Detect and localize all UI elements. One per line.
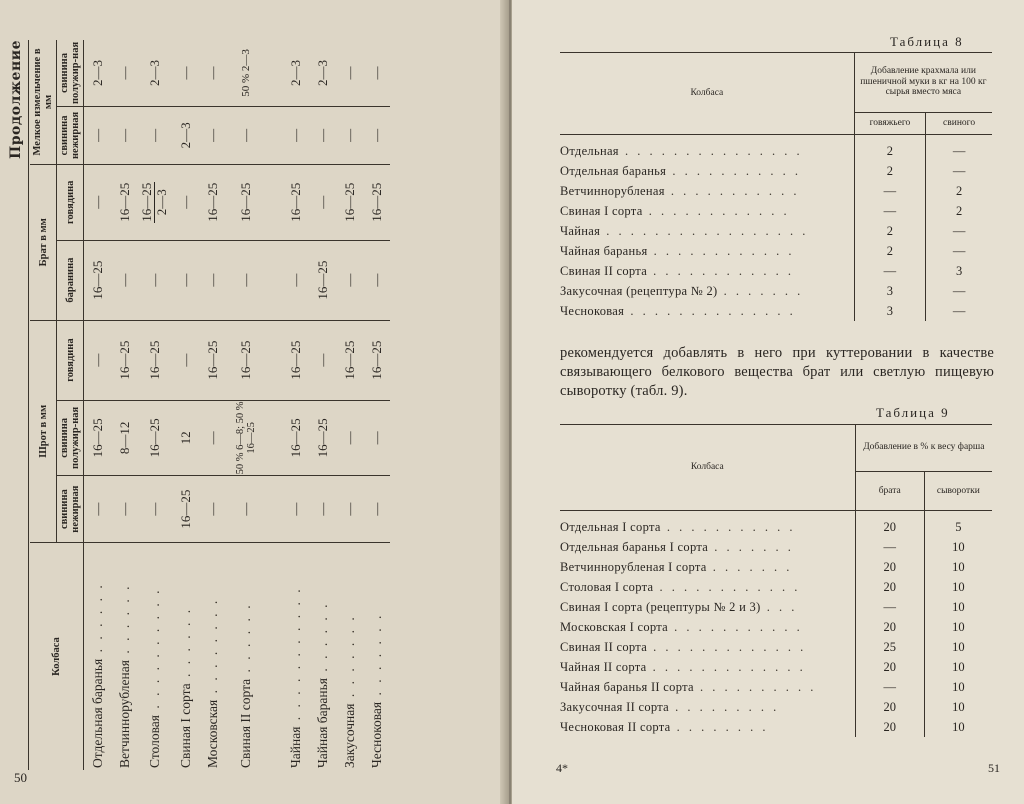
left-page [0,0,508,804]
table-row: Отдельная баранья . . . . . . . . . . . 2 — [560,161,992,181]
right-page [512,0,1024,804]
row-name: Ветчиннорубленая [116,660,132,768]
page-number-right: 51 [988,761,1000,775]
cell: 20 [855,657,924,677]
table9 [560,424,992,737]
cell: 16—25 [84,240,112,320]
cell: — [336,400,363,476]
table-row: Московская I сорта . . . . . . . . . . . 20 10 [560,617,992,637]
cell: — [363,106,390,164]
table-row: Чайная баранья II сорта . . . . . . . . . . — 10 [560,677,992,697]
row-name: Отдельная баранья [560,163,667,178]
cell: 2 [926,201,992,221]
cell: — [336,106,363,164]
cell: 25 [855,637,924,657]
cell: — [854,181,925,201]
table8-header-group: Добавление крахмала или пшеничной муки в кг на 100 кг сырья вместо мяса [854,52,992,113]
cell: — [226,240,266,320]
header-beef: говядина [57,320,84,400]
cell: — [138,106,172,164]
header-beef-brat: говядина [57,164,84,240]
table-row: Столовая . . . . . . . . . . — 16—25 16—25 — 16—25 2—3 — 2—3 [138,40,172,770]
table-row: Чайная баранья . . . . . . — 16—25 — 16—25 — — 2—3 [309,40,336,770]
cell: 10 [924,597,992,617]
cell: — [855,597,924,617]
cell: — [84,320,112,400]
cell: 16—25 [111,164,138,240]
row-name: Свиная I сорта [560,203,643,218]
cell: — [199,400,226,476]
page-number-left: 50 [14,770,27,785]
row-name: Отдельная баранья I сорта [560,539,709,554]
cell: — [363,400,390,476]
table-row: Чайная баранья . . . . . . . . . . . . 2 — [560,241,992,261]
table-row: Закусочная (рецептура № 2) . . . . . . . 3 — [560,281,992,301]
cell: — [363,240,390,320]
cell: — [309,476,336,543]
cell: 16—25 [309,240,336,320]
header-fine: Мелкое измельчение в мм [30,40,57,164]
cell: 16—25 [84,400,112,476]
row-name: Закусочная (рецептура № 2) [560,283,718,298]
cell: 10 [924,617,992,637]
cell: 5 [924,511,992,538]
cell: 10 [924,577,992,597]
row-name: Отдельная [560,143,619,158]
cell: — [84,106,112,164]
cell: — [926,161,992,181]
cell: — [309,106,336,164]
row-name: Ветчиннорубленая [560,183,665,198]
cell: — [111,476,138,543]
cell: 50 % 2—3 [226,40,266,106]
cell: — [111,40,138,106]
table9-header-name: Колбаса [560,424,855,511]
cell: — [226,476,266,543]
header-pork-semi: свинина полужир-ная [57,400,84,476]
cell: 16—25 [226,164,266,240]
table-row: Чайная II сорта . . . . . . . . . . . . . 20 10 [560,657,992,677]
cell: 16—25 [363,164,390,240]
cell: — [336,476,363,543]
row-name: Свиная I сорта (рецептуры № 2 и 3) [560,599,761,614]
row-name: Отдельная I сорта [560,519,661,534]
cell: 10 [924,657,992,677]
table-row: Закусочная II сорта . . . . . . . . . 20 10 [560,697,992,717]
table8-header-a: говяжьего [854,113,925,135]
cell: 2 [854,161,925,181]
fraction-denominator: 2—3 [153,189,169,216]
table-row: Отдельная . . . . . . . . . . . . . . . 2 — [560,135,992,162]
table-row: Столовая I сорта . . . . . . . . . . . . 20 10 [560,577,992,597]
cell: — [926,241,992,261]
cell: 2—3 [138,40,172,106]
cell: 10 [924,697,992,717]
cell: — [282,476,309,543]
table-row: Свиная I сорта (рецептуры № 2 и 3) . . . — 10 [560,597,992,617]
row-name: Ветчиннорубленая I сорта [560,559,707,574]
cell: — [926,281,992,301]
table9-header-a: брата [855,471,924,510]
table8-caption: Таблица 8 [890,34,964,49]
cell: 2 [854,241,925,261]
cell: — [199,240,226,320]
table-row: Отдельная баранья I сорта . . . . . . . — 10 [560,537,992,557]
row-name: Чайная баранья II сорта [560,679,694,694]
table-row: Чайная . . . . . . . . . . . . . . . . . 2 — [560,221,992,241]
table-row: Свиная II сорта . . . . . . . . . . . . . 25 10 [560,637,992,657]
table-row: Отдельная I сорта . . . . . . . . . . . 20 5 [560,511,992,538]
cell: 16—25 [309,400,336,476]
cell: 2—3 [172,106,199,164]
header-mutton: баранина [57,240,84,320]
cell: 20 [855,697,924,717]
row-name: Чесноковая [368,701,384,768]
table-row: Чесноковая . . . . . . . — — 16—25 — 16—25 — — [363,40,390,770]
cell: — [363,476,390,543]
cell: — [926,135,992,162]
header-pork-fat-fine: свинина нежирная [57,106,84,164]
cell: 3 [854,281,925,301]
row-name: Свиная II сорта [560,639,648,654]
row-name: Отдельная баранья [89,658,105,768]
cell: — [172,320,199,400]
cell: — [199,476,226,543]
cell: 16—25 [336,320,363,400]
cell: — [926,221,992,241]
cell: — [84,164,112,240]
cell: 20 [855,577,924,597]
row-name: Закусочная [341,703,357,768]
row-name: Чайная [287,726,303,768]
fraction-cell [138,164,172,240]
cell: 10 [924,557,992,577]
cell: 16—25 [111,320,138,400]
table-row: Отдельная баранья . . . . . . — 16—25 — 16—25 — — 2—3 [84,40,112,770]
header-sausage: Колбаса [30,543,84,770]
row-name: Чесноковая II сорта [560,719,671,734]
cell: — [282,106,309,164]
cell: — [138,476,172,543]
cell: 16—25 [138,400,172,476]
cell: — [226,106,266,164]
cell: 3 [926,261,992,281]
row-name: Свиная II сорта [238,678,254,768]
row-name: Чайная [560,223,601,238]
cell: 16—25 [282,400,309,476]
cell: — [172,40,199,106]
cell: — [172,164,199,240]
row-name: Чесноковая [560,303,625,318]
cell: 12 [172,400,199,476]
cell: 16—25 [282,164,309,240]
cell: — [336,240,363,320]
cell: — [926,301,992,321]
cell: — [138,240,172,320]
header-pork-fat: свинина нежирная [57,476,84,543]
cell: 2 [854,221,925,241]
row-name: Закусочная II сорта [560,699,670,714]
cell: 16—25 [172,476,199,543]
cell: — [363,40,390,106]
row-name: Столовая [147,714,163,768]
table-row: Свиная I сорта . . . . . . . . . . . . — 2 [560,201,992,221]
table-row: Ветчиннорубленая I сорта . . . . . . . 20 10 [560,557,992,577]
cell: 16—25 [199,320,226,400]
cell: 16—25 [138,320,172,400]
row-name: Чайная II сорта [560,659,647,674]
cell: 3 [854,301,925,321]
body-paragraph: рекомендуется добавлять в него при куттеровании в качестве связывающего белкового вещества брат или светлую пищевую сыворотку (табл. 9). [560,345,994,399]
row-name: Свиная I сорта [177,683,193,768]
table9-header-b: сыворотки [924,471,992,510]
table-row: Ветчиннорубленая . . . . . . . . . . . — 2 [560,181,992,201]
row-name: Свиная II сорта [560,263,648,278]
row-name: Московская I сорта [560,619,669,634]
table9-caption: Таблица 9 [876,405,950,420]
cell: 8—12 [111,400,138,476]
table-row: Чесноковая . . . . . . . . . . . . . . 3 — [560,301,992,321]
cell: 20 [855,617,924,637]
cell: 2 [926,181,992,201]
row-name: Московская [204,699,220,768]
table-row: Ветчиннорубленая . . . . . . — 8—12 16—25 — 16—25 — — [111,40,138,770]
fraction-numerator: 16—25 [139,182,155,222]
cell: — [199,40,226,106]
header-shrot: Шрот в мм [30,320,57,542]
cell: — [111,106,138,164]
table-row: Свиная I сорта . . . . . . 16—25 12 — — — 2—3 — [172,40,199,770]
cell: 10 [924,637,992,657]
row-name: Чайная баранья [560,243,648,258]
table8 [560,52,992,321]
table9-header-group: Добавление в % к весу фарша [855,424,992,471]
cell: 2—3 [309,40,336,106]
cell: — [309,164,336,240]
table-row: Чайная . . . . . . . . . . . — 16—25 16—25 — 16—25 — 2—3 [282,40,309,770]
cell: — [854,201,925,221]
continuation-table [30,40,390,770]
cell: — [282,240,309,320]
table-row: Свиная II сорта . . . . . . . . . . . . — 3 [560,261,992,281]
table8-header-name: Колбаса [560,52,854,135]
cell: — [855,537,924,557]
header-brat: Брат в мм [30,164,57,320]
cell: 20 [855,557,924,577]
cell: 10 [924,537,992,557]
cell: 16—25 [282,320,309,400]
cell: — [111,240,138,320]
table-row: Московская . . . . . . . . — — 16—25 — 16—25 — — [199,40,226,770]
cell: 20 [855,717,924,737]
cell: — [309,320,336,400]
table-row: Чесноковая II сорта . . . . . . . . 20 10 [560,717,992,737]
cell: — [172,240,199,320]
cell: 2 [854,135,925,162]
row-name: Столовая I сорта [560,579,654,594]
cell: 16—25 [226,320,266,400]
cell: 20 [855,511,924,538]
cell: 16—25 [199,164,226,240]
table-row: Свиная II сорта . . . . . . — 50 % 6—8; 50 % 16—25 16—25 — 16—25 — 50 % 2—3 [226,40,266,770]
cell: — [336,40,363,106]
cell: 16—25 [363,320,390,400]
cell: — [854,261,925,281]
cell: 50 % 6—8; 50 % 16—25 [226,400,266,476]
cell: — [199,106,226,164]
cell: 2—3 [282,40,309,106]
cell: 2—3 [84,40,112,106]
continuation-label: Продолжение [8,40,24,159]
cell: 10 [924,677,992,697]
table-top-rule [28,40,29,770]
rotated-table-area [8,20,478,790]
header-pork-semi-fine: свинина полужир-ная [57,40,84,106]
cell: 10 [924,717,992,737]
table-row: Закусочная . . . . . . . — — 16—25 — 16—25 — — [336,40,363,770]
cell: — [855,677,924,697]
cell: — [84,476,112,543]
table8-header-b: свиного [926,113,992,135]
printer-signature: 4* [556,761,568,775]
cell: 16—25 [336,164,363,240]
row-name: Чайная баранья [314,678,330,768]
